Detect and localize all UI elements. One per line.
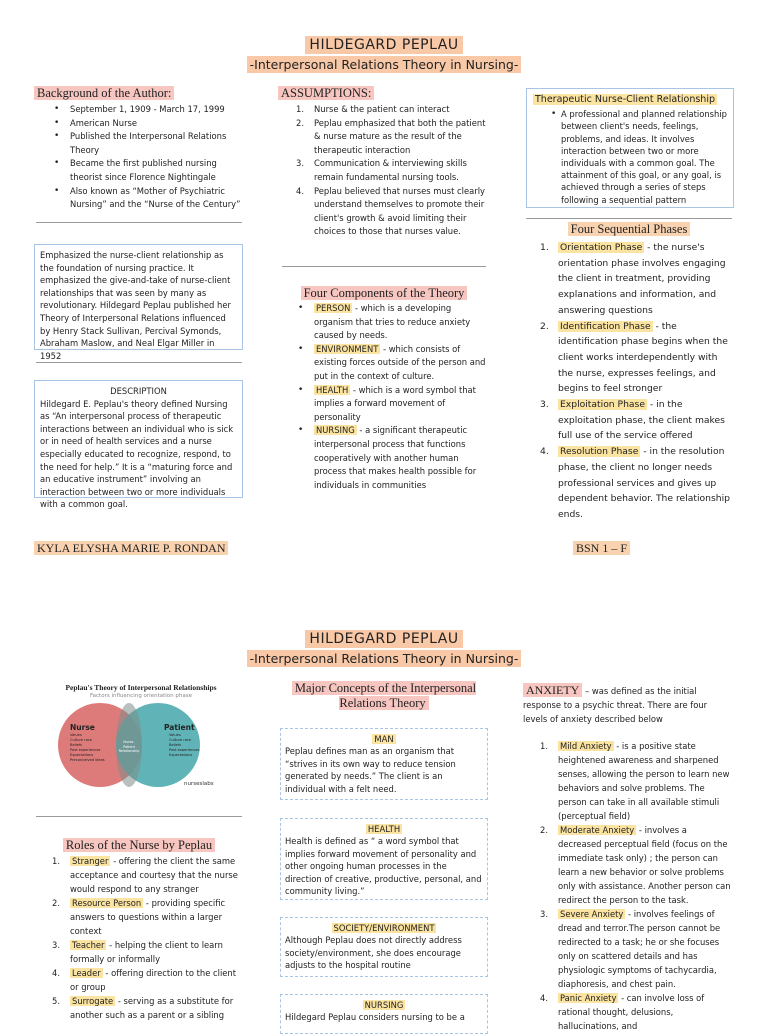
- divider: [36, 222, 242, 223]
- description-heading: DESCRIPTION: [110, 386, 167, 396]
- description-box: [34, 380, 243, 510]
- page2-subtitle: -Interpersonal Relations Theory in Nursing-: [0, 651, 768, 666]
- health-box: [280, 818, 488, 900]
- nursing-box: [280, 994, 488, 1034]
- health-text: Health is defined as “ a word symbol that implies forward movement of personality and other ongoing human processes in the direction of creative, productive, personal, and community living.”: [285, 836, 482, 897]
- divider: [526, 218, 732, 219]
- man-box: [280, 728, 488, 800]
- nursing-text: Hildegard Peplau considers nursing to be a: [285, 1012, 465, 1023]
- divider: [36, 816, 242, 817]
- assumptions-heading: ASSUMPTIONS:: [278, 86, 374, 101]
- assumptions-list: [296, 103, 490, 239]
- nurseslabs-logo: nurseslabs: [184, 781, 214, 787]
- phase-item: 1. Orientation Phase - the nurse's orientation phase involves engaging the client in treatment, providing explanations and information, and answering questions: [540, 242, 726, 316]
- role-item: 4. Leader - offering direction to the client or group: [52, 968, 237, 992]
- background-item: • September 1, 1909 - March 17, 1999: [36, 103, 246, 117]
- phases-list: [540, 240, 732, 523]
- background-heading: Background of the Author:: [34, 86, 174, 101]
- description-text: Hildegard E. Peplau's theory defined Nursing as “An interpersonal process of therapeutic interactions between an individual who is sick or in need of health services and a nurse especially educated to recognize, respond, to the need for help.” It is a “maturing force and an educative instrument” involving an interaction between two or more individuals with a common goal.: [40, 398, 234, 510]
- background-item: • American Nurse: [36, 117, 246, 131]
- patient-factors: Values Culture race Beliefs Past experiences Expectations: [169, 733, 200, 757]
- assumption-item: 2. Peplau emphasized that both the patient & nurse mature as the result of the therapeutic interaction: [296, 117, 486, 155]
- components-heading: Four Components of the Theory: [282, 286, 486, 301]
- component-item: • ENVIRONMENT - which consists of existing forces outside of the person and put in the context of culture.: [280, 343, 490, 384]
- role-item: 3. Teacher - helping the client to learn formally or informally: [52, 940, 223, 964]
- divider: [282, 266, 486, 267]
- background-item: • Also known as “Mother of Psychiatric Nursing” and the “Nurse of the Century”: [36, 185, 246, 212]
- nurse-label: Nurse: [70, 723, 95, 732]
- society-heading: SOCIETY/ENVIRONMENT: [333, 923, 435, 933]
- therapeutic-text: • A professional and planned relationship between client's needs, feelings, problems, and ideas. It involves interaction between two or more individuals with a common goal. The attainment of this goal, or any goal, is achieved through a series of steps following a sequential pattern: [533, 108, 727, 206]
- venn-subtitle: Factors influencing orientation phase: [90, 693, 192, 699]
- role-item: 1. Stranger - offering the client the same acceptance and courtesy that the nurse would respond to any stranger: [52, 856, 238, 894]
- health-heading: HEALTH: [367, 824, 401, 834]
- assumption-item: 4. Peplau believed that nurses must clearly understand themselves to promote their client's growth & avoid limiting their choices to those that nurses value.: [296, 185, 485, 237]
- therapeutic-heading: Therapeutic Nurse-Client Relationship: [535, 94, 715, 105]
- components-list: [280, 302, 490, 492]
- roles-list: [52, 854, 244, 1022]
- venn-diagram: [36, 680, 246, 800]
- background-list: [36, 103, 246, 212]
- page2-title: HILDEGARD PEPLAU: [0, 631, 768, 647]
- patient-label: Patient: [164, 723, 195, 732]
- major-concepts-heading: Major Concepts of the Interpersonal Relations Theory: [282, 681, 486, 711]
- venn-title: Peplau's Theory of Interpersonal Relationships: [65, 683, 217, 692]
- assumption-item: 1. Nurse & the patient can interact: [296, 104, 450, 114]
- nursing-heading: NURSING: [364, 1000, 404, 1010]
- component-item: • PERSON - which is a developing organism that tries to reduce anxiety caused by needs.: [280, 302, 490, 343]
- divider: [36, 362, 242, 363]
- emphasis-box: Emphasized the nurse-client relationship as the foundation of nursing practice. It emphasized the give-and-take of nurse-client relationships that was seen by many as revolutionary. Hildegard Peplau published her Theory of Interpersonal Relations influenced by Henry Stack Sullivan, Percival Symonds, Abraham Maslow, and Neal Elgar Miller in 1952: [34, 244, 243, 350]
- man-text: Peplau defines man as an organism that “strives in its own way to reduce tension generated by needs.” The client is an individual with a felt need.: [285, 746, 456, 794]
- anxiety-list: [540, 739, 732, 1033]
- background-item: • Published the Interpersonal Relations Theory: [36, 130, 246, 157]
- phase-item: 2. Identification Phase - the identification phase begins when the client works interdependently with the nurse, expresses feelings, and begins to feel stronger: [540, 320, 728, 395]
- anxiety-item: 1. Mild Anxiety - is a positive state heightened awareness and sharpened senses, allowing the person to learn new behaviors and solve problems. The person can take in all available stimuli (perceptual field): [540, 741, 730, 821]
- phases-heading: Four Sequential Phases: [526, 222, 732, 237]
- society-box: [280, 917, 488, 977]
- anxiety-item: 3. Severe Anxiety - involves feelings of dread and terror.The person cannot be redirected to a task; he or she focuses only on scattered details and has physiologic symptoms of tachycardia, diaphoresis, and chest pain.: [540, 909, 721, 989]
- author-name: KYLA ELYSHA MARIE P. RONDAN: [34, 541, 228, 556]
- nurse-factors: Values Culture race Beliefs Past experiences Expectations Preconceived ideas: [70, 733, 105, 762]
- anxiety-heading: ANXIETY: [523, 683, 582, 697]
- role-item: 2. Resource Person - providing specific answers to questions within a larger context: [52, 898, 226, 936]
- page1-title: HILDEGARD PEPLAU: [0, 37, 768, 53]
- assumption-item: 3. Communication & interviewing skills remain fundamental nursing tools.: [296, 158, 467, 182]
- component-item: • HEALTH - which is a word symbol that implies a forward movement of personality: [280, 384, 490, 425]
- anxiety-item: 2. Moderate Anxiety - involves a decreased perceptual field (focus on the immediate task only) ; the person can learn a new behavior or solve problems only with assistance. Another person can redirect the person to the task.: [540, 825, 731, 905]
- society-text: Although Peplau does not directly address society/environment, she does encourage adjusts to the hospital routine: [285, 935, 462, 971]
- phase-item: 3. Exploitation Phase - in the exploitation phase, the client makes full use of the service offered: [540, 399, 725, 442]
- anxiety-intro: ANXIETY – was defined as the initial response to a psychic threat. There are four levels of anxiety described below: [523, 683, 708, 724]
- background-item: • Became the first published nursing theorist since Florence Nightingale: [36, 157, 246, 184]
- roles-heading: Roles of the Nurse by Peplau: [36, 838, 242, 853]
- role-item: 5. Surrogate - serving as a substitute for another such as a parent or a sibling: [52, 996, 234, 1020]
- anxiety-item: 4. Panic Anxiety - can involve loss of rational thought, delusions, hallucinations, and: [540, 993, 705, 1031]
- therapeutic-box: [526, 88, 734, 208]
- section-label: BSN 1 – F: [573, 541, 630, 556]
- therapeutic-list: [533, 108, 727, 206]
- page1-subtitle: -Interpersonal Relations Theory in Nursing-: [0, 57, 768, 72]
- center-label: Nurse-Patient Relationship: [118, 740, 140, 754]
- man-heading: MAN: [374, 734, 394, 744]
- component-item: • NURSING - a significant therapeutic interpersonal process that functions cooperatively with another human process that makes health possible for individuals in communities: [280, 424, 490, 492]
- phase-item: 4. Resolution Phase - in the resolution phase, the client no longer needs professional services and gives up dependent behavior. The relationship ends.: [540, 446, 730, 520]
